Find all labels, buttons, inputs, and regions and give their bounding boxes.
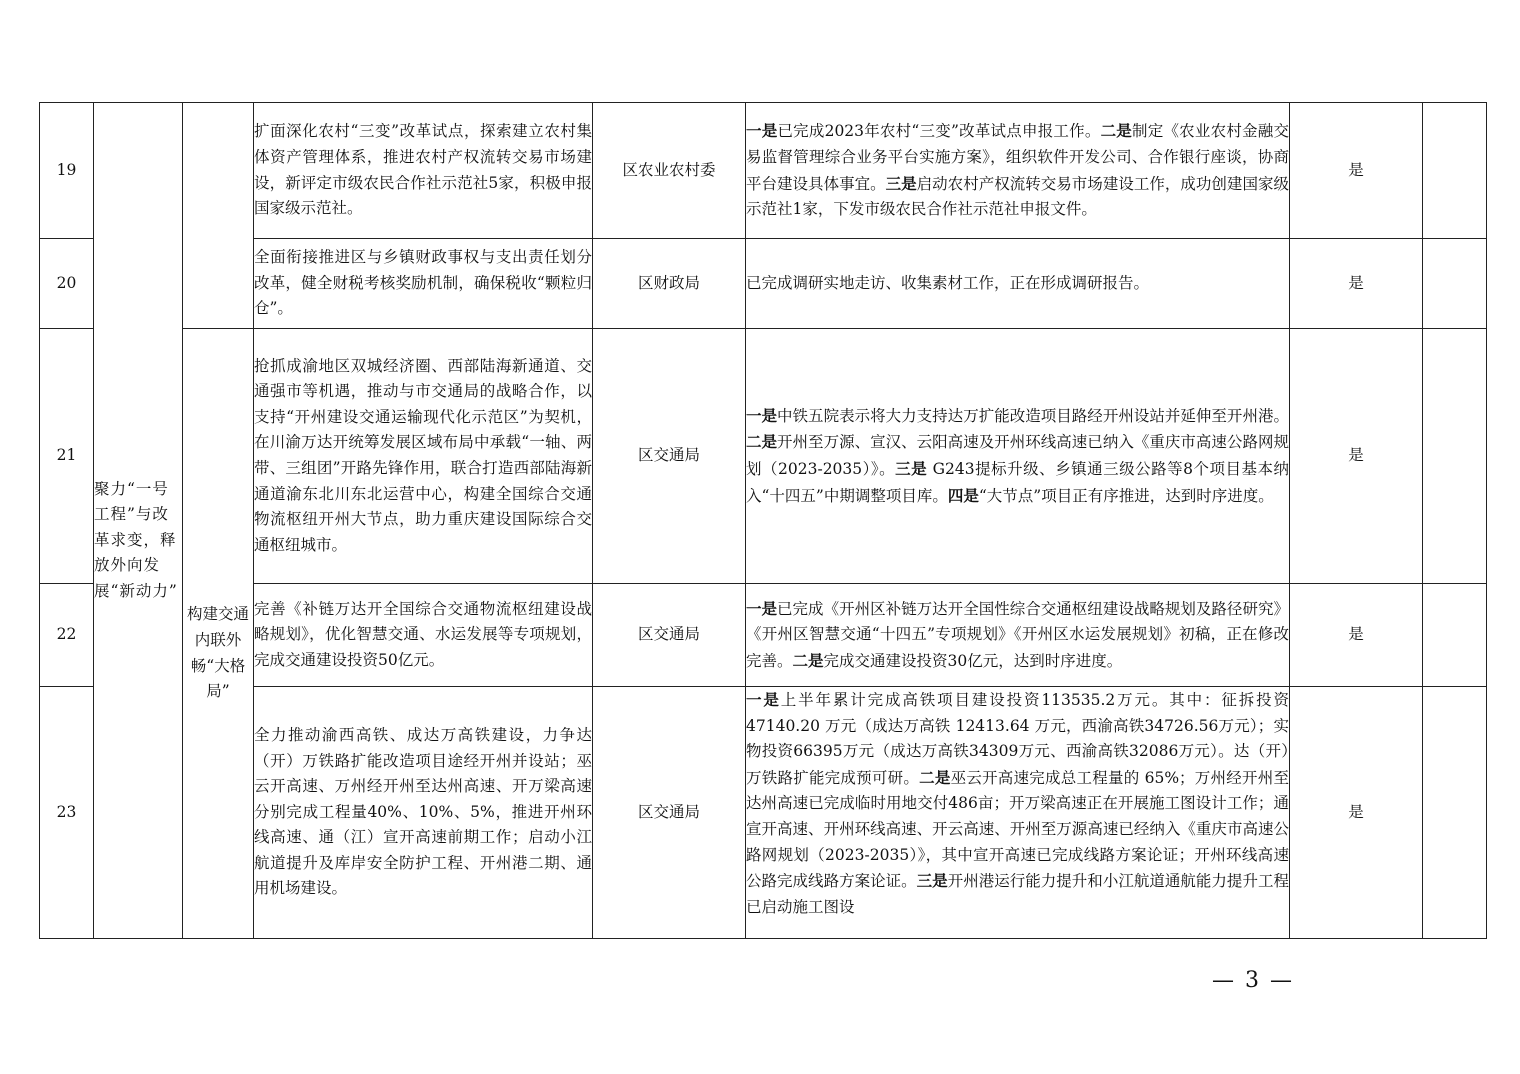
progress-marker: 四是 (947, 485, 979, 505)
responsible-department: 区交通局 (593, 329, 746, 584)
progress-marker: 一是 (746, 598, 778, 618)
progress-cell (746, 329, 1290, 584)
progress-marker: 一是 (746, 405, 778, 425)
remarks-cell (1423, 103, 1487, 239)
progress-cell (746, 103, 1290, 239)
task-description: 扩面深化农村“三变”改革试点，探索建立农村集体资产管理体系，推进农村产权流转交易市场建设，新评定市级农民合作社示范社5家，积极申报国家级示范社。 (254, 103, 593, 239)
task-description: 完善《补链万达开全国综合交通物流枢纽建设战略规划》，优化智慧交通、水运发展等专项规划，完成交通建设投资50亿元。 (254, 584, 593, 687)
progress-text: 已完成《开州区补链万达开全国性综合交通枢纽建设战略规划及路径研究》《开州区智慧交通“十四五”专项规划》《开州区水运发展规划》初稿，正在修改完善。 (746, 599, 1289, 670)
progress-text: G243提标升级、乡镇通三级公路等8个项目基本纳入“十四五”中期调整项目库。 (746, 460, 1289, 505)
remarks-cell (1423, 239, 1487, 329)
row-number: 21 (40, 329, 94, 584)
remarks-cell (1423, 584, 1487, 687)
progress-marker: 一是 (746, 121, 778, 141)
task-description: 全力推动渝西高铁、成达万高铁建设，力争达（开）万铁路扩能改造项目途经开州并设站；巫云开高速、万州经开州至达州高速、开万梁高速分别完成工程量40%、10%、5%，推进开州环线高速、通（江）宣开高速前期工作；启动小江航道提升及库岸安全防护工程、开州港二期、通用机场建设。 (254, 687, 593, 939)
progress-text: 巫云开高速完成总工程量的 65%；万州经开州至达州高速已完成临时用地交付486亩；开万梁高速正在开展施工图设计工作；通宣开高速、开州环线高速、开云高速、开州至万源高速已经纳入《重庆市高速公路网规划（2023-2035）》，其中宣开高速已完成线路方案论证；开州环线高速公路完成线路方案论证。 (746, 768, 1289, 891)
completed-status: 是 (1290, 103, 1423, 239)
progress-text: 中铁五院表示将大力支持达万扩能改造项目路经开州设站并延伸至开州港。 (777, 406, 1289, 425)
progress-cell (746, 584, 1290, 687)
row-number: 22 (40, 584, 94, 687)
category-main: 聚力“一号工程”与改革求变，释放外向发展“新动力” (94, 103, 183, 939)
completed-status: 是 (1290, 584, 1423, 687)
responsible-department: 区交通局 (593, 584, 746, 687)
progress-marker: 三是 (895, 459, 928, 478)
table-row (40, 584, 1487, 687)
completed-status: 是 (1290, 239, 1423, 329)
progress-marker: 一是 (746, 690, 781, 709)
progress-text: 上半年累计完成高铁项目建设投资113535.2万元。其中：征拆投资 47140.20 万元（成达万高铁 12413.64 万元，西渝高铁34726.56万元）；实物投资66395万元（成达万高铁34309万元、西渝高铁32086万元）。达（开）万铁路扩能完成预可研。 (746, 691, 1289, 787)
progress-marker: 三是 (885, 173, 917, 193)
completed-status: 是 (1290, 687, 1423, 939)
progress-text: 制定《农业农村金融交易监督管理综合业务平台实施方案》，组织软件开发公司、合作银行座谈，协商平台建设具体事宜。 (746, 122, 1289, 193)
progress-text: 已完成2023年农村“三变”改革试点申报工作。 (777, 122, 1101, 141)
progress-text: 开州港运行能力提升和小江航道通航能力提升工程已启动施工图设 (746, 872, 1289, 916)
progress-text: “大节点”项目正有序推进，达到时序进度。 (978, 486, 1274, 505)
table-row (40, 239, 1487, 329)
progress-text: 启动农村产权流转交易市场建设工作，成功创建国家级示范社1家，下发市级农民合作社示范社申报文件。 (746, 174, 1289, 219)
table-row (40, 687, 1487, 939)
remarks-cell (1423, 687, 1487, 939)
completed-status: 是 (1290, 329, 1423, 584)
progress-cell (746, 687, 1290, 939)
progress-text: 完成交通建设投资30亿元，达到时序进度。 (823, 651, 1123, 670)
progress-marker: 二是 (919, 767, 951, 787)
page-number: — 3 — (1212, 968, 1294, 993)
progress-marker: 二是 (1100, 121, 1133, 141)
row-number: 23 (40, 687, 94, 939)
task-table (39, 102, 1487, 939)
category-sub-blank (183, 103, 254, 329)
remarks-cell (1423, 329, 1487, 584)
progress-marker: 二是 (746, 432, 778, 452)
responsible-department: 区交通局 (593, 687, 746, 939)
row-number: 19 (40, 103, 94, 239)
table-row (40, 329, 1487, 584)
progress-marker: 三是 (916, 871, 948, 891)
progress-cell (746, 239, 1290, 329)
task-description: 抢抓成渝地区双城经济圈、西部陆海新通道、交通强市等机遇，推动与市交通局的战略合作，以支持“开州建设交通运输现代化示范区”为契机，在川渝万达开统筹发展区域布局中承载“一轴、两带、三组团”开路先锋作用，联合打造西部陆海新通道渝东北川东北运营中心，构建全国综合交通物流枢纽开州大节点，助力重庆建设国际综合交通枢纽城市。 (254, 329, 593, 584)
category-sub: 构建交通内联外畅“大格局” (183, 329, 254, 939)
progress-text: 开州至万源、宣汉、云阳高速及开州环线高速已纳入《重庆市高速公路网规划（2023-2035）》。 (746, 433, 1289, 478)
table-row (40, 103, 1487, 239)
responsible-department: 区农业农村委 (593, 103, 746, 239)
progress-text: 已完成调研实地走访、收集素材工作，正在形成调研报告。 (746, 273, 1150, 292)
row-number: 20 (40, 239, 94, 329)
responsible-department: 区财政局 (593, 239, 746, 329)
progress-marker: 二是 (792, 650, 824, 670)
task-description: 全面衔接推进区与乡镇财政事权与支出责任划分改革，健全财税考核奖励机制，确保税收“颗粒归仓”。 (254, 239, 593, 329)
